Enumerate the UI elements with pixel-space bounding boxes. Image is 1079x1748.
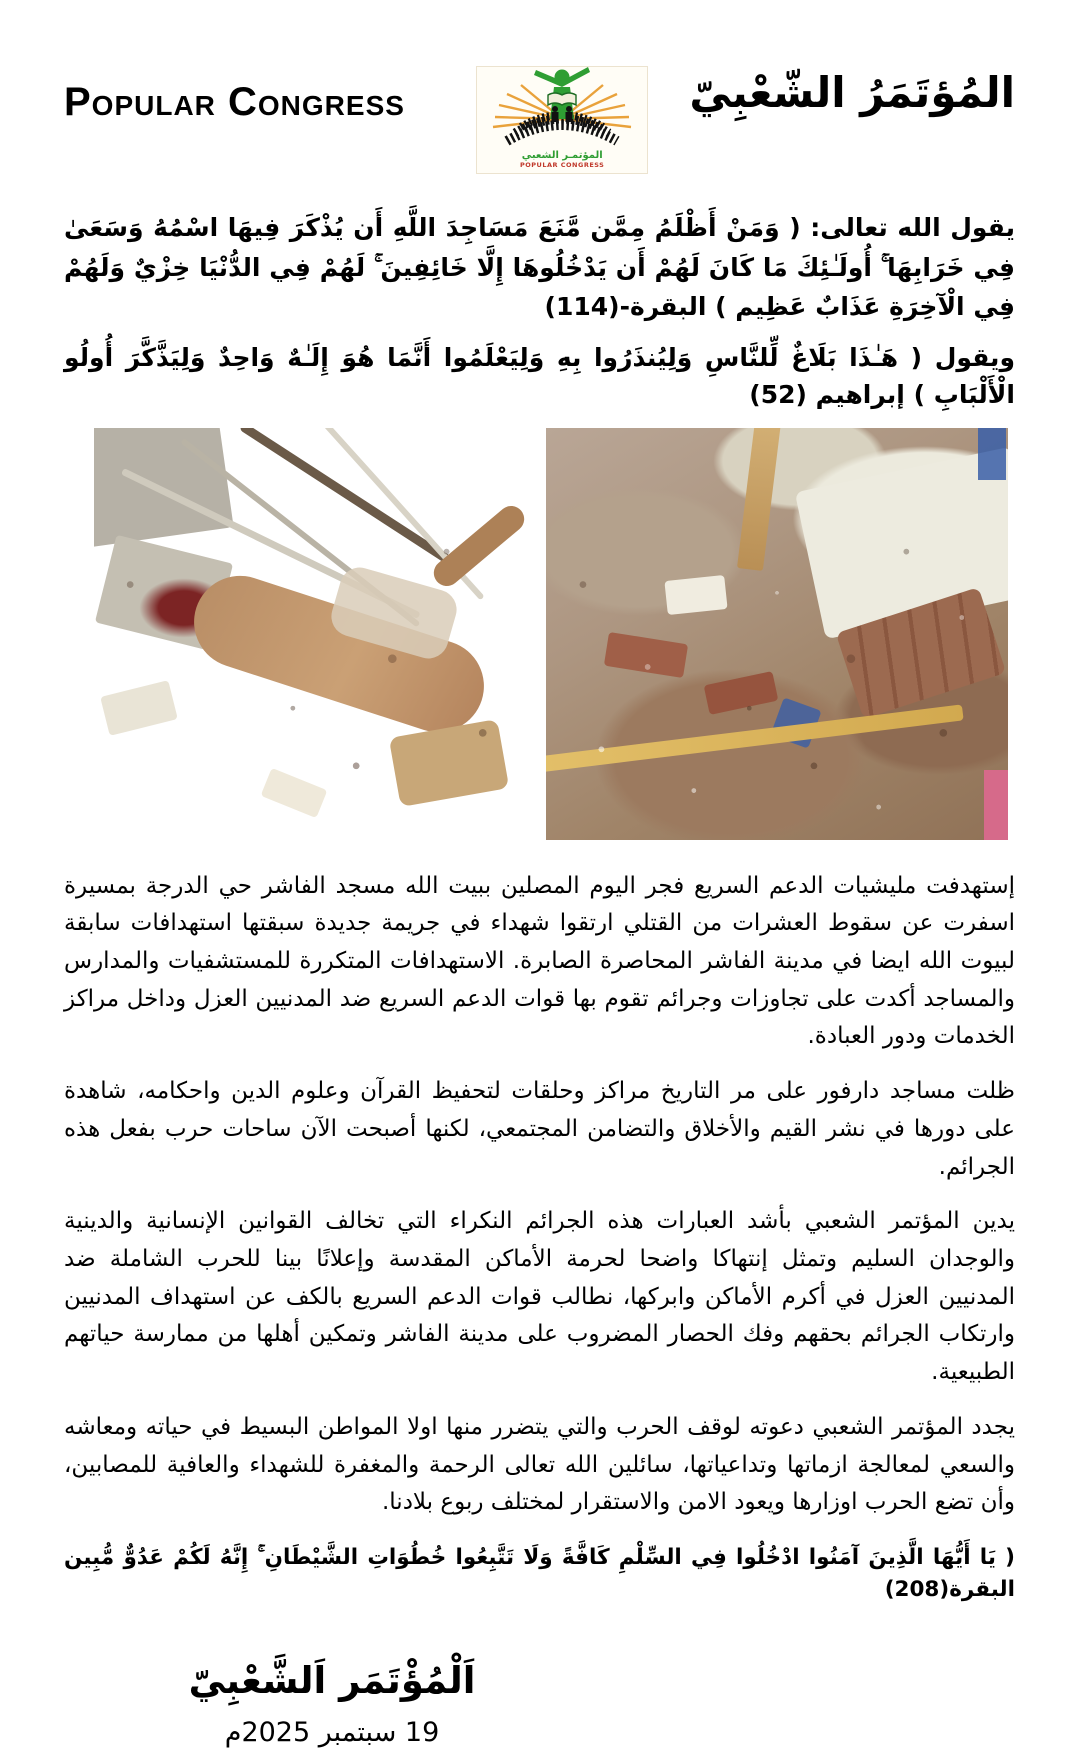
white-debris (664, 574, 727, 614)
quran-verse-ibrahim-52: ويقول ( هَـٰذَا بَلَاغٌ لِّلنَّاسِ وَلِيُنذَرُوا بِهِ وَلِيَعْلَمُوا أَنَّمَا هُوَ إِلَـٰهٌ وَاحِدٌ وَلِيَذَّكَّرَ أُولُو الْأَلْبَابِ ) إبراهيم (52) (64, 342, 1015, 409)
blue-debris (978, 428, 1006, 480)
quran-verse-baqarah-208: ( يَا أَيُّهَا الَّذِينَ آمَنُوا ادْخُلُوا فِي السِّلْمِ كَافَّةً وَلَا تَتَّبِعُوا خُطُوَاتِ الشَّيْطَانِ ۚ إِنَّهُ لَكُمْ عَدُوٌّ مُّبِين البقرة(208) (64, 1545, 1015, 1603)
statement-body (64, 868, 1015, 1607)
paragraph-call-to-stop-war: يجدد المؤتمر الشعبي دعوته لوقف الحرب والتي يتضرر منها اولا المواطن البسيط في حياته ومعاشه والسعي لمعالجة ازماتها وتداعياتها، سائلين الله تعالى الرحمة والمغفرة للشهداء والعافية للمصابين، وأن تضع الحرب اوزارها ويعود الامن والاستقرار لمختلف ربوع بلادنا. (64, 1413, 1015, 1516)
wooden-beam (546, 704, 964, 774)
brick-debris (604, 631, 688, 677)
signature-block (182, 1659, 482, 1748)
document-header (64, 66, 1015, 178)
wooden-post (737, 428, 781, 571)
stone-debris (389, 718, 509, 806)
victim-arm (429, 500, 530, 591)
org-title-english: Popular Congress (64, 80, 405, 124)
paragraph-condemnation: يدين المؤتمر الشعبي بأشد العبارات هذه الجرائم النكراء التي تخالف القوانين الإنسانية والدينية والوجدان السليم وتمثل إنتهاكا واضحا لحرمة الأماكن المقدسة وإعلانًا بينا للحرب الشاملة ضد المدنيين العزل في أكرم الأماكن وابركها، نطالب قوات الدعم السريع بالكف عن استهداف المدنيين وارتكاب الجرائم بحقهم وفك الحصار المضروب على مدينة الفاشر وتمكين أهلها من ممارسة حياتهم الطبيعية. (64, 1208, 1015, 1386)
white-debris (261, 767, 328, 817)
evidence-photos (94, 428, 1008, 840)
logo-emblem-icon (477, 67, 647, 151)
popular-congress-logo (476, 66, 648, 174)
logo-caption-arabic: المؤتمـر الشعبي (521, 150, 603, 161)
paragraph-mosques-history: ظلت مساجد دارفور على مر التاريخ مراكز وحلقات لتحفيظ القرآن وعلوم الدين واحكامه، شاهدة على دورها في نشر القيم والأخلاق والتضامن المجتمعي، لكنها أصبحت الآن ساحات حرب بفعل هذه الجرائم. (64, 1078, 1015, 1180)
quran-verse-baqarah-114: يقول الله تعالى: ( وَمَنْ أَظْلَمُ مِمَّن مَّنَعَ مَسَاجِدَ اللَّهِ أَن يُذْكَرَ فِيهَا اسْمُهُ وَسَعَىٰ فِي خَرَابِهَا ۚ أُولَـٰئِكَ مَا كَانَ لَهُمْ أَن يَدْخُلُوهَا إِلَّا خَائِفِينَ ۚ لَهُمْ فِي الدُّنْيَا خِزْيٌ وَلَهُمْ فِي الْآخِرَةِ عَذَابٌ عَظِيم ) البقرة-(114) (64, 213, 1015, 321)
pink-fabric-debris (984, 770, 1008, 840)
signature-org-name: اَلْمُؤْتَمَر اَلشَّعْبِيّ (188, 1658, 476, 1702)
brick-debris (704, 671, 779, 715)
paragraph-attack-description: إستهدفت مليشيات الدعم السريع فجر اليوم المصلين ببيت الله مسجد الفاشر حي الدرجة بمسيرة اسفرت عن سقوط العشرات من القتلي ارتقوا شهداء في جريمة جديدة سبقتها استهدافات سابقة لبيوت الله ايضا في مدينة الفاشر المحاصرة الصابرة. الاستهدافات المتكررة للمستشفيات والمدارس والمساجد أكدت على تجاوزات وجرائم تقوم بها قوات الدعم السريع ضد المدنيين العزل وداخل مراكز الخدمات ودور العبادة. (64, 872, 1015, 1050)
rubble-victim-photo (94, 428, 546, 840)
org-title-arabic: المُؤتَمَرُ الشّعْبِيّ (689, 68, 1015, 117)
logo-caption-english: POPULAR CONGRESS (519, 161, 605, 169)
signature-date: 19 سبتمبر 2025م (224, 1716, 440, 1748)
white-debris (100, 680, 178, 736)
destroyed-building-rubble-photo (546, 428, 1008, 840)
